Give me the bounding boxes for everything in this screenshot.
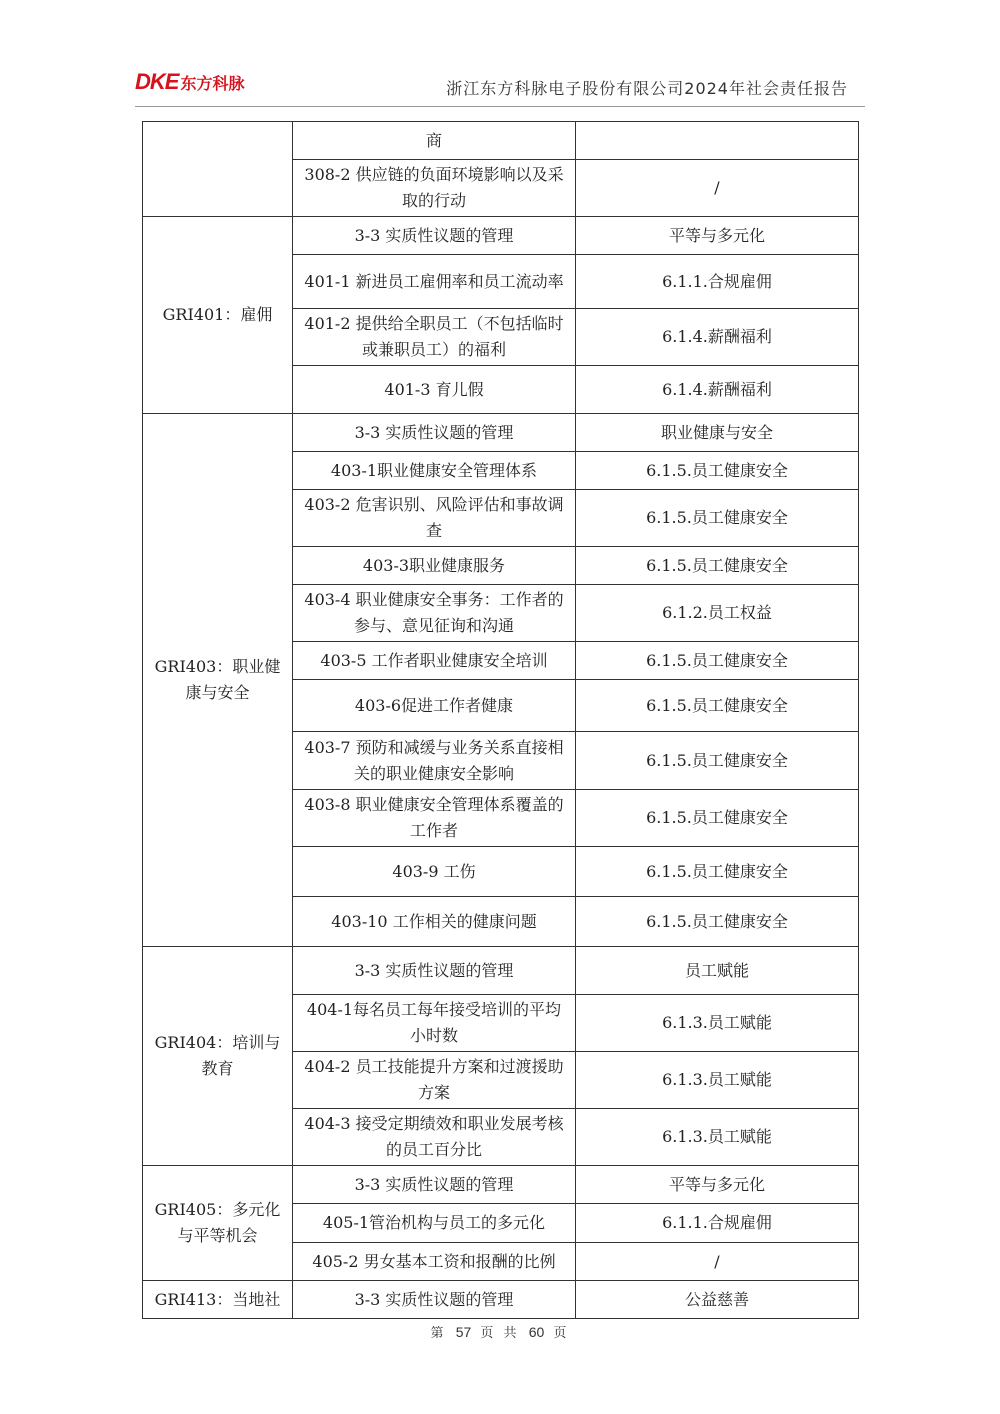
table-row <box>143 1281 859 1319</box>
footer-middle: 页 共 <box>480 1326 520 1341</box>
disclosure-cell: 308-2 供应链的负面环境影响以及采取的行动 <box>293 160 576 217</box>
disclosure-cell: 403-5 工作者职业健康安全培训 <box>293 642 576 680</box>
report-section-cell: 平等与多元化 <box>576 1166 859 1204</box>
report-title: 浙江东方科脉电子股份有限公司2024年社会责任报告 <box>446 79 848 98</box>
report-section-cell: / <box>576 1243 859 1281</box>
report-section-cell: 6.1.3.员工赋能 <box>576 1109 859 1166</box>
table-row <box>143 122 859 160</box>
report-section-cell: / <box>576 160 859 217</box>
disclosure-cell: 404-1每名员工每年接受培训的平均小时数 <box>293 995 576 1052</box>
footer-prefix: 第 <box>430 1326 447 1341</box>
report-section-cell: 员工赋能 <box>576 947 859 995</box>
disclosure-cell: 405-1管治机构与员工的多元化 <box>293 1204 576 1243</box>
disclosure-cell: 403-7 预防和减缓与业务关系直接相关的职业健康安全影响 <box>293 732 576 790</box>
report-section-cell: 6.1.5.员工健康安全 <box>576 790 859 847</box>
gri-index-table <box>142 121 859 1319</box>
report-section-cell: 6.1.5.员工健康安全 <box>576 732 859 790</box>
disclosure-cell: 405-2 男女基本工资和报酬的比例 <box>293 1243 576 1281</box>
gri-standard-cell: GRI401：雇佣 <box>143 217 293 414</box>
report-section-cell: 6.1.5.员工健康安全 <box>576 642 859 680</box>
report-section-cell <box>576 122 859 160</box>
report-section-cell: 6.1.5.员工健康安全 <box>576 847 859 897</box>
report-section-cell: 6.1.2.员工权益 <box>576 585 859 642</box>
report-section-cell: 6.1.5.员工健康安全 <box>576 452 859 490</box>
page-footer <box>0 1322 1000 1341</box>
report-section-cell: 职业健康与安全 <box>576 414 859 452</box>
report-section-cell: 平等与多元化 <box>576 217 859 255</box>
page-number: 57 <box>455 1324 472 1340</box>
disclosure-cell: 商 <box>293 122 576 160</box>
page-header <box>0 0 1000 110</box>
header-divider <box>135 106 865 107</box>
company-logo <box>135 70 244 94</box>
report-section-cell: 6.1.5.员工健康安全 <box>576 547 859 585</box>
report-section-cell: 6.1.3.员工赋能 <box>576 995 859 1052</box>
disclosure-cell: 401-2 提供给全职员工（不包括临时或兼职员工）的福利 <box>293 309 576 366</box>
disclosure-cell: 403-2 危害识别、风险评估和事故调查 <box>293 490 576 547</box>
footer-suffix: 页 <box>553 1326 570 1341</box>
report-section-cell: 6.1.4.薪酬福利 <box>576 366 859 414</box>
disclosure-cell: 3-3 实质性议题的管理 <box>293 947 576 995</box>
disclosure-cell: 3-3 实质性议题的管理 <box>293 217 576 255</box>
disclosure-cell: 403-4 职业健康安全事务：工作者的参与、意见征询和沟通 <box>293 585 576 642</box>
disclosure-cell: 401-3 育儿假 <box>293 366 576 414</box>
disclosure-cell: 403-8 职业健康安全管理体系覆盖的工作者 <box>293 790 576 847</box>
disclosure-cell: 401-1 新进员工雇佣率和员工流动率 <box>293 255 576 309</box>
report-section-cell: 6.1.3.员工赋能 <box>576 1052 859 1109</box>
disclosure-cell: 403-1职业健康安全管理体系 <box>293 452 576 490</box>
disclosure-cell: 3-3 实质性议题的管理 <box>293 1281 576 1319</box>
report-section-cell: 6.1.4.薪酬福利 <box>576 309 859 366</box>
report-section-cell: 6.1.5.员工健康安全 <box>576 897 859 947</box>
table-row <box>143 1166 859 1204</box>
report-section-cell: 6.1.1.合规雇佣 <box>576 1204 859 1243</box>
table-row <box>143 947 859 995</box>
logo-en-text: DKE <box>135 69 179 94</box>
table-row <box>143 217 859 255</box>
disclosure-cell: 404-3 接受定期绩效和职业发展考核的员工百分比 <box>293 1109 576 1166</box>
disclosure-cell: 403-10 工作相关的健康问题 <box>293 897 576 947</box>
disclosure-cell: 403-3职业健康服务 <box>293 547 576 585</box>
report-section-cell: 6.1.1.合规雇佣 <box>576 255 859 309</box>
gri-standard-cell: GRI405：多元化与平等机会 <box>143 1166 293 1281</box>
report-section-cell: 6.1.5.员工健康安全 <box>576 490 859 547</box>
logo-cn-text: 东方科脉 <box>180 73 245 93</box>
disclosure-cell: 3-3 实质性议题的管理 <box>293 1166 576 1204</box>
disclosure-cell: 403-6促进工作者健康 <box>293 680 576 732</box>
page-total: 60 <box>528 1324 545 1340</box>
table-row <box>143 414 859 452</box>
gri-table-body <box>143 122 859 1319</box>
gri-standard-cell: GRI403：职业健康与安全 <box>143 414 293 947</box>
gri-standard-cell: GRI404：培训与教育 <box>143 947 293 1166</box>
disclosure-cell: 3-3 实质性议题的管理 <box>293 414 576 452</box>
gri-standard-cell <box>143 122 293 217</box>
report-section-cell: 公益慈善 <box>576 1281 859 1319</box>
gri-standard-cell: GRI413：当地社 <box>143 1281 293 1319</box>
report-section-cell: 6.1.5.员工健康安全 <box>576 680 859 732</box>
disclosure-cell: 404-2 员工技能提升方案和过渡援助方案 <box>293 1052 576 1109</box>
disclosure-cell: 403-9 工伤 <box>293 847 576 897</box>
